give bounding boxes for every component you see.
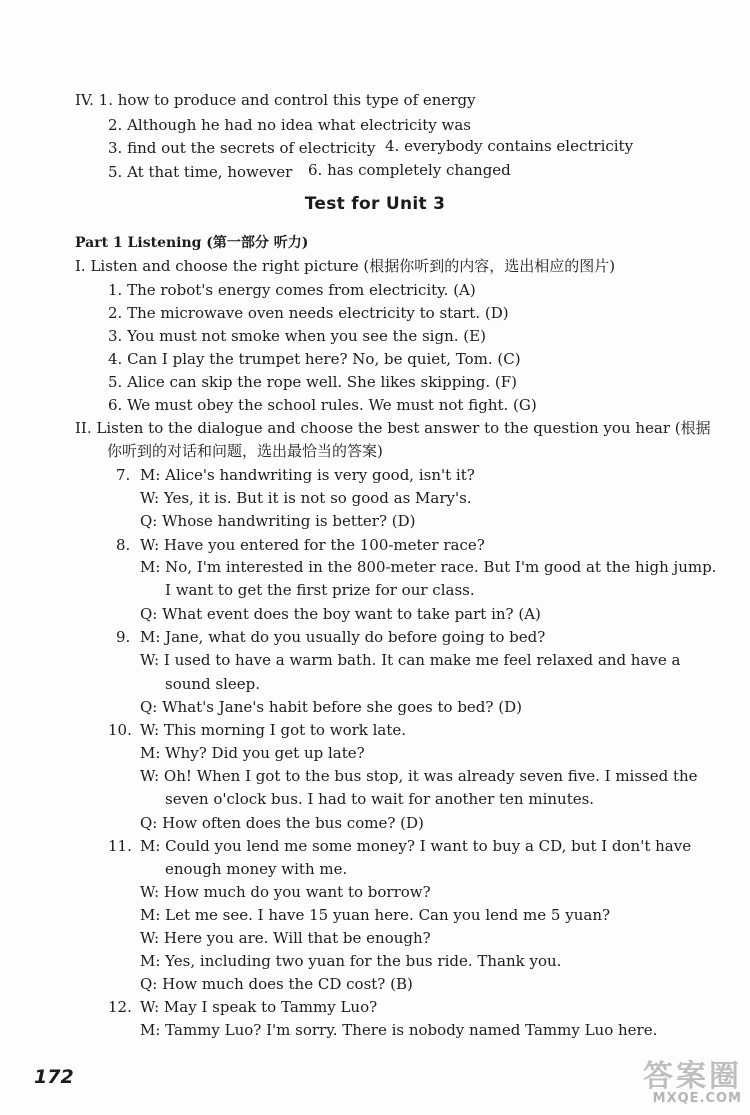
q7-m: M: Alice's handwriting is very good, isn't it? [140,466,475,484]
section-i-item-3: 3. You must not smoke when you see the sign. (E) [108,327,486,345]
section-i-item-6: 6. We must obey the school rules. We must not fight. (G) [108,396,537,414]
q9-question: Q: What's Jane's habit before she goes to bed? (D) [140,698,522,716]
section-i-item-5: 5. Alice can skip the rope well. She likes skipping. (F) [108,373,518,391]
section-ii-heading-line-1 [75,418,711,438]
q10-w: W: This morning I got to work late. [140,721,407,739]
q12-m: M: Tammy Luo? I'm sorry. There is nobody named Tammy Luo here. [140,1021,658,1039]
section-iv-line-2: 2. Although he had no idea what electricity was [108,116,471,134]
q11-m1-line-2: enough money with me. [165,860,348,878]
section-ii-heading-line-2: 你听到的对话和问题，选出最恰当的答案) [107,442,383,460]
section-iv-item-5: 5. At that time, however [108,163,293,181]
q12-number: 12. [108,998,132,1016]
section-iv-item-6: 6. has completely changed [308,161,511,179]
q10-w2-text: W: Oh! When I got to the bus stop, it was already seven five. I missed the [140,767,698,785]
watermark-site-text: MXQE.COM [652,1091,742,1106]
q11-m1-text: M: Could you lend me some money? I want to buy a CD, but I don't have [140,837,692,855]
q9-w-line-2: sound sleep. [165,675,261,693]
q10-question: Q: How often does the bus come? (D) [140,814,424,832]
q11-m1-line-1 [140,836,702,856]
q9-w-line-1 [140,650,702,670]
q12-w: W: May I speak to Tammy Luo? [140,998,378,1016]
q8-m-line-1 [140,557,717,577]
section-i-item-1: 1. The robot's energy comes from electricity. (A) [108,281,476,299]
q8-number: 8. [116,536,131,554]
section-iv-item-4: 4. everybody contains electricity [385,137,634,155]
section-i-item-4: 4. Can I play the trumpet here? No, be quiet, Tom. (C) [108,350,521,368]
q11-m2: M: Let me see. I have 15 yuan here. Can you lend me 5 yuan? [140,906,611,924]
q8-w: W: Have you entered for the 100-meter race? [140,536,485,554]
section-ii-heading-text: II. Listen to the dialogue and choose the best answer to the question you hear (根据 [75,419,711,437]
q10-m: M: Why? Did you get up late? [140,744,365,762]
q9-m: M: Jane, what do you usually do before going to bed? [140,628,546,646]
q11-m3: M: Yes, including two yuan for the bus ride. Thank you. [140,952,562,970]
q8-m-text: M: No, I'm interested in the 800-meter race. But I'm good at the high jump. [140,558,717,576]
q7-question: Q: Whose handwriting is better? (D) [140,512,416,530]
section-i-item-2: 2. The microwave oven needs electricity to start. (D) [108,304,509,322]
q11-question: Q: How much does the CD cost? (B) [140,975,413,993]
q10-w2-line-1 [140,766,702,786]
test-title: Test for Unit 3 [304,194,446,214]
q8-question: Q: What event does the boy want to take part in? (A) [140,605,541,623]
q10-w2-line-2: seven o'clock bus. I had to wait for another ten minutes. [165,790,595,808]
q9-w-text: W: I used to have a warm bath. It can make me feel relaxed and have a [140,651,681,669]
q8-m-line-2: I want to get the first prize for our class. [165,581,475,599]
section-iv-item-3: 3. find out the secrets of electricity [108,139,376,157]
part-1-heading: Part 1 Listening (第一部分 听力) [75,235,309,251]
q10-number: 10. [108,721,132,739]
q9-number: 9. [116,628,131,646]
page-number: 172 [34,1066,74,1088]
q7-w: W: Yes, it is. But it is not so good as Mary's. [140,489,472,507]
section-i-heading: I. Listen and choose the right picture (根据你听到的内容，选出相应的图片) [75,257,616,275]
watermark-logo [592,1059,742,1110]
q7-number: 7. [116,466,131,484]
section-iv-line-1: IV. 1. how to produce and control this type of energy [75,91,476,109]
q11-number: 11. [108,837,132,855]
q11-w1: W: How much do you want to borrow? [140,883,431,901]
q11-w2: W: Here you are. Will that be enough? [140,929,431,947]
watermark-logo-text: 答案圈 [643,1059,742,1094]
